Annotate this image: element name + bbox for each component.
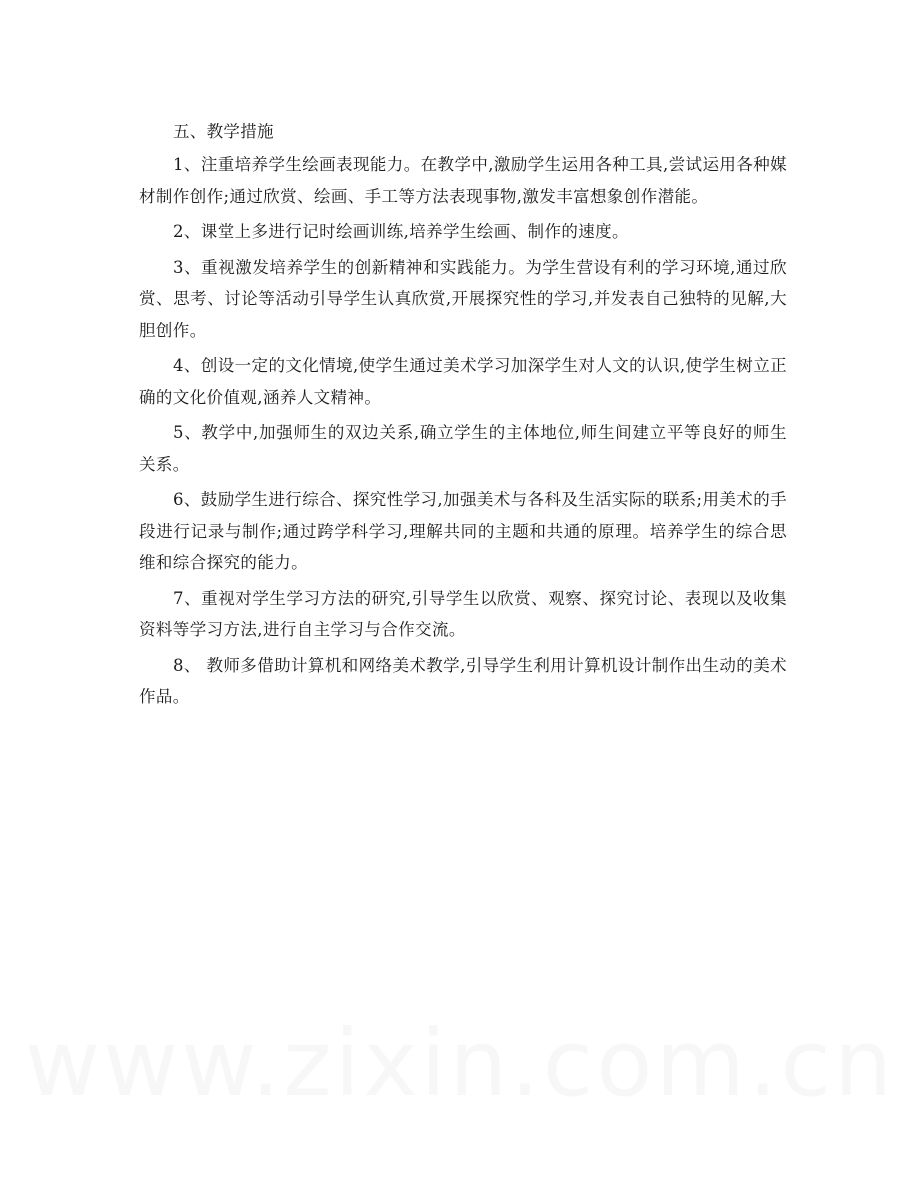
measure-item-2: 2、课堂上多进行记时绘画训练,培养学生绘画、制作的速度。 <box>173 222 629 241</box>
watermark <box>0 1010 920 1117</box>
document-body <box>139 116 787 717</box>
measure-item-5: 5、教学中,加强师生的双边关系,确立学生的主体地位,师生间建立平等良好的师生关系。 <box>139 423 787 474</box>
section-heading: 五、教学措施 <box>173 122 274 141</box>
measure-item-1: 1、注重培养学生绘画表现能力。在教学中,激励学生运用各种工具,尝试运用各种媒材制作创作;通过欣赏、绘画、手工等方法表现事物,激发丰富想象创作潜能。 <box>139 155 787 206</box>
measure-item-4: 4、创设一定的文化情境,使学生通过美术学习加深学生对人文的认识,使学生树立正确的文化价值观,涵养人文精神。 <box>139 356 787 407</box>
measure-item-3: 3、重视激发培养学生的创新精神和实践能力。为学生营设有利的学习环境,通过欣赏、思考、讨论等活动引导学生认真欣赏,开展探究性的学习,并发表自己独特的见解,大胆创作。 <box>139 257 787 340</box>
measure-item-7: 7、重视对学生学习方法的研究,引导学生以欣赏、观察、探究讨论、表现以及收集资料等学习方法,进行自主学习与合作交流。 <box>139 588 787 639</box>
measure-item-6: 6、鼓励学生进行综合、探究性学习,加强美术与各科及生活实际的联系;用美术的手段进行记录与制作;通过跨学科学习,理解共同的主题和共通的原理。培养学生的综合思维和综合探究的能力。 <box>139 490 788 572</box>
measure-item-8: 8、 教师多借助计算机和网络美术教学,引导学生利用计算机设计制作出生动的美术作品。 <box>139 655 787 706</box>
